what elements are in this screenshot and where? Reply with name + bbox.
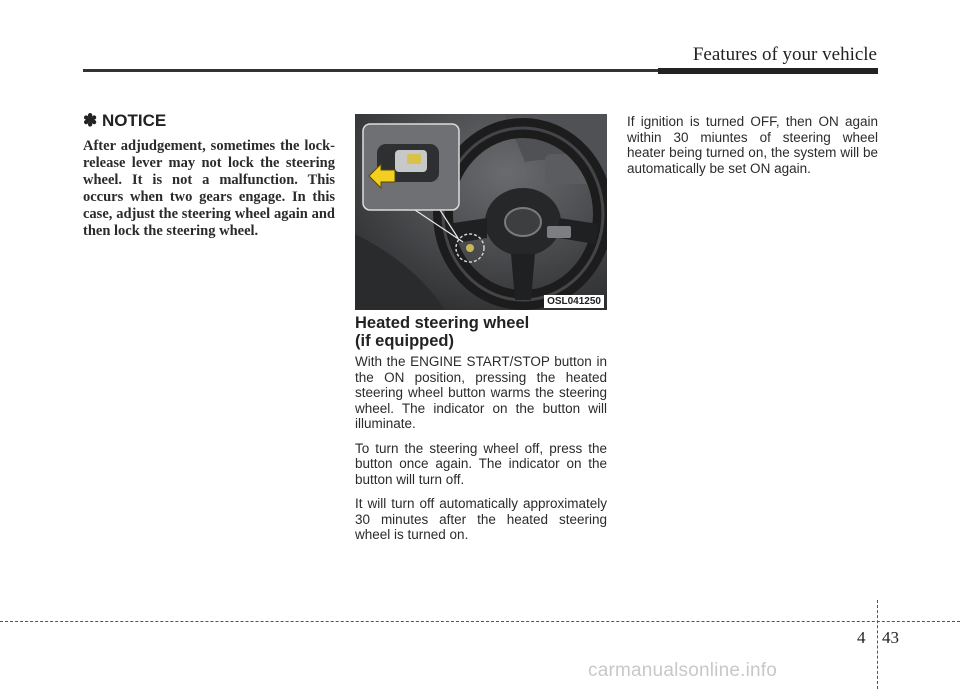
- watermark: carmanualsonline.info: [588, 660, 778, 681]
- steering-wheel-illustration: [355, 114, 607, 310]
- heading-line-1: Heated steering wheel: [355, 314, 530, 332]
- middle-column-body: [355, 354, 607, 552]
- page-number: 43: [882, 628, 899, 647]
- paragraph: If ignition is turned OFF, then ON again within 30 miuntes of steering wheel heater being turned on, the system will be automatically be set ON again.: [627, 114, 878, 176]
- footer-rule: [0, 621, 960, 622]
- figure-code: OSL041250: [544, 295, 604, 308]
- steering-wheel-figure: [355, 114, 607, 310]
- chapter-number: 4: [857, 628, 866, 647]
- notice-title: ✽ NOTICE: [83, 111, 167, 130]
- notice-box: [83, 111, 335, 240]
- paragraph: It will turn off automatically approximately 30 minutes after the heated steering wheel is turned on.: [355, 496, 607, 542]
- heading-line-2: (if equipped): [355, 332, 454, 350]
- notice-body: After adjudgement, sometimes the lock-release lever may not lock the steering wheel. It is not a malfunction. This occurs when two gears engage. In this case, adjust the steering wheel again and then lock the steering wheel.: [83, 138, 335, 239]
- right-column-body: [627, 114, 878, 176]
- footer-divider: [877, 600, 878, 689]
- header-rule-accent: [658, 68, 878, 74]
- section-title: Features of your vehicle: [692, 44, 877, 65]
- paragraph: With the ENGINE START/STOP button in the ON position, pressing the heated steering wheel button warms the steering wheel. The indicator on the button will illuminate.: [355, 354, 607, 431]
- paragraph: To turn the steering wheel off, press the button once again. The indicator on the button will turn off.: [355, 440, 607, 487]
- heated-wheel-heading: [355, 314, 607, 350]
